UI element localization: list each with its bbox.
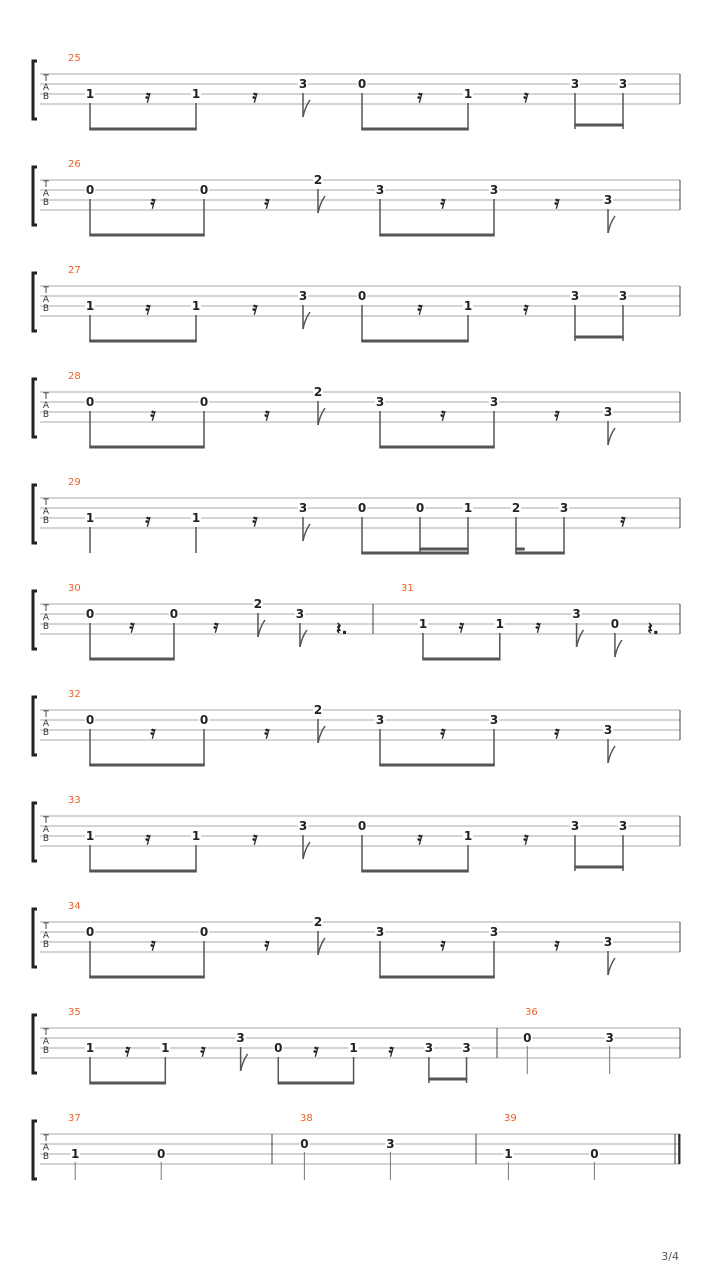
fret-number: 3 <box>603 193 613 207</box>
fret-number: 0 <box>357 819 367 833</box>
tab-clef-letter: T <box>43 1028 49 1038</box>
tab-clef-letter: B <box>42 198 50 208</box>
fret-number: 3 <box>618 77 628 91</box>
tab-clef-letter: T <box>43 498 49 508</box>
sixteenth-rest: 𝄿 <box>252 511 258 531</box>
fret-number: 3 <box>298 77 308 91</box>
tab-clef-letter: A <box>42 1143 50 1153</box>
beam <box>574 866 624 869</box>
fret-number: 0 <box>415 501 425 515</box>
beam <box>428 1078 467 1081</box>
tab-clef-letter: A <box>42 719 50 729</box>
fret-number: 3 <box>559 501 569 515</box>
beam <box>574 124 624 127</box>
beam <box>361 340 469 343</box>
sixteenth-rest: 𝄿 <box>264 193 270 213</box>
sixteenth-rest: 𝄿 <box>264 405 270 425</box>
sixteenth-rest: 𝄿 <box>440 193 446 213</box>
fret-number: 1 <box>495 617 504 631</box>
sixteenth-rest: 𝄿 <box>145 829 151 849</box>
sixteenth-rest: 𝄿 <box>145 87 151 107</box>
fret-number: 0 <box>85 607 95 621</box>
measure-number: 32 <box>68 689 81 700</box>
fret-number: 1 <box>71 1147 80 1161</box>
fret-number: 0 <box>85 925 95 939</box>
measure-number: 31 <box>401 583 414 594</box>
sixteenth-rest: 𝄿 <box>145 299 151 319</box>
fret-number: 3 <box>462 1041 471 1055</box>
fret-number: 1 <box>463 829 473 843</box>
beam <box>278 1082 355 1085</box>
fret-number: 0 <box>85 395 95 409</box>
fret-number: 1 <box>349 1041 358 1055</box>
sixteenth-rest: 𝄿 <box>620 511 626 531</box>
sixteenth-rest: 𝄿 <box>150 193 156 213</box>
beam <box>89 340 197 343</box>
note-flag <box>608 428 615 445</box>
tab-clef-letter: T <box>43 1134 49 1144</box>
fret-number: 1 <box>463 501 473 515</box>
fret-number: 0 <box>157 1147 166 1161</box>
fret-number: 0 <box>357 77 367 91</box>
tab-clef-letter: B <box>42 304 50 314</box>
system-bracket <box>33 61 37 119</box>
note-flag <box>577 630 584 647</box>
fret-number: 3 <box>424 1041 434 1055</box>
tab-clef-letter: A <box>42 1037 50 1047</box>
fret-number: 1 <box>191 299 201 313</box>
sixteenth-rest: 𝄿 <box>129 617 135 637</box>
measure-number: 36 <box>525 1007 538 1018</box>
fret-number: 1 <box>463 87 473 101</box>
fret-number: 3 <box>570 289 580 303</box>
beam <box>515 552 565 555</box>
note-flag <box>300 630 307 647</box>
fret-number: 2 <box>313 915 323 929</box>
sixteenth-rest: 𝄿 <box>417 299 423 319</box>
tab-clef-letter: B <box>42 410 50 420</box>
system-bracket <box>33 909 37 967</box>
sixteenth-rest: 𝄿 <box>264 935 270 955</box>
fret-number: 3 <box>375 713 385 727</box>
fret-number: 1 <box>418 617 428 631</box>
tab-clef-letter: B <box>42 940 50 950</box>
fret-number: 1 <box>85 1041 95 1055</box>
beam <box>89 128 197 131</box>
tab-clef-letter: B <box>42 834 50 844</box>
sixteenth-rest: 𝄿 <box>523 299 529 319</box>
note-flag <box>303 312 310 329</box>
beam <box>379 764 495 767</box>
tab-clef-letter: T <box>43 604 49 614</box>
tab-clef-letter: T <box>43 922 49 932</box>
tab-clef-letter: A <box>42 613 50 623</box>
fret-number: 3 <box>386 1137 395 1151</box>
fret-number: 1 <box>504 1147 513 1161</box>
beam <box>89 658 174 661</box>
fret-number: 3 <box>298 819 308 833</box>
fret-number: 3 <box>570 77 580 91</box>
fret-number: 0 <box>523 1031 532 1045</box>
sixteenth-rest: 𝄿 <box>252 829 258 849</box>
beam <box>379 976 495 979</box>
measure-number: 34 <box>68 901 81 912</box>
beam <box>574 336 624 339</box>
fret-number: 0 <box>169 607 179 621</box>
fret-number: 2 <box>511 501 521 515</box>
sixteenth-rest: 𝄿 <box>313 1041 319 1061</box>
sixteenth-rest: 𝄿 <box>252 299 258 319</box>
beam <box>422 658 500 661</box>
fret-number: 3 <box>295 607 305 621</box>
fret-number: 3 <box>489 925 499 939</box>
beam <box>361 870 469 873</box>
measure-number: 28 <box>68 371 81 382</box>
tab-clef-letter: B <box>42 622 50 632</box>
fret-number: 3 <box>603 405 613 419</box>
system-bracket <box>33 803 37 861</box>
fret-number: 0 <box>199 395 209 409</box>
measure-number: 29 <box>68 477 81 488</box>
sixteenth-rest: 𝄿 <box>554 723 560 743</box>
measure-number: 33 <box>68 795 81 806</box>
beam <box>89 764 205 767</box>
note-flag <box>608 746 615 763</box>
note-flag <box>303 524 310 541</box>
sixteenth-rest: 𝄿 <box>264 723 270 743</box>
measure-number: 30 <box>68 583 81 594</box>
fret-number: 2 <box>313 173 323 187</box>
sixteenth-rest: 𝄿 <box>523 829 529 849</box>
beam <box>379 234 495 237</box>
quarter-rest: 𝄽. <box>336 619 348 639</box>
fret-number: 3 <box>489 395 499 409</box>
beam <box>515 548 525 551</box>
measure-number: 35 <box>68 1007 81 1018</box>
fret-number: 3 <box>375 925 385 939</box>
fret-number: 3 <box>298 289 308 303</box>
tab-clef-letter: B <box>42 1046 50 1056</box>
fret-number: 1 <box>85 829 95 843</box>
beam <box>89 234 205 237</box>
note-flag <box>608 216 615 233</box>
fret-number: 3 <box>489 713 499 727</box>
fret-number: 3 <box>605 1031 614 1045</box>
fret-number: 1 <box>191 87 201 101</box>
fret-number: 1 <box>191 829 201 843</box>
system-bracket <box>33 1121 37 1179</box>
page-number: 3/4 <box>661 1250 679 1263</box>
tab-clef-letter: T <box>43 286 49 296</box>
sixteenth-rest: 𝄿 <box>440 723 446 743</box>
measure-number: 37 <box>68 1113 81 1124</box>
system-bracket <box>33 379 37 437</box>
fret-number: 3 <box>375 183 385 197</box>
tab-clef-letter: T <box>43 816 49 826</box>
fret-number: 1 <box>161 1041 170 1055</box>
fret-number: 2 <box>313 703 323 717</box>
fret-number: 0 <box>199 183 209 197</box>
sixteenth-rest: 𝄿 <box>388 1041 394 1061</box>
sixteenth-rest: 𝄿 <box>417 87 423 107</box>
fret-number: 3 <box>489 183 499 197</box>
sixteenth-rest: 𝄿 <box>523 87 529 107</box>
sixteenth-rest: 𝄿 <box>458 617 464 637</box>
sixteenth-rest: 𝄿 <box>554 935 560 955</box>
fret-number: 1 <box>85 511 95 525</box>
note-flag <box>615 640 622 657</box>
sixteenth-rest: 𝄿 <box>535 617 541 637</box>
tab-clef-letter: T <box>43 180 49 190</box>
beam <box>89 870 197 873</box>
fret-number: 1 <box>463 299 473 313</box>
tab-clef-letter: B <box>42 92 50 102</box>
fret-number: 3 <box>603 935 613 949</box>
system-bracket <box>33 273 37 331</box>
measure-number: 38 <box>300 1113 313 1124</box>
fret-number: 3 <box>618 819 628 833</box>
fret-number: 3 <box>618 289 628 303</box>
note-flag <box>608 958 615 975</box>
sixteenth-rest: 𝄿 <box>417 829 423 849</box>
fret-number: 0 <box>357 289 367 303</box>
sixteenth-rest: 𝄿 <box>125 1041 131 1061</box>
fret-number: 1 <box>85 87 95 101</box>
tab-clef-letter: B <box>42 1152 50 1162</box>
sixteenth-rest: 𝄿 <box>145 511 151 531</box>
note-flag <box>241 1054 248 1071</box>
fret-number: 0 <box>85 183 95 197</box>
beam <box>419 548 469 551</box>
tab-clef-letter: A <box>42 83 50 93</box>
fret-number: 3 <box>570 819 580 833</box>
fret-number: 1 <box>191 511 201 525</box>
fret-number: 3 <box>572 607 581 621</box>
measure-number: 26 <box>68 159 81 170</box>
tab-clef-letter: A <box>42 507 50 517</box>
fret-number: 3 <box>236 1031 245 1045</box>
note-flag <box>303 842 310 859</box>
system-bracket <box>33 591 37 649</box>
beam <box>89 976 205 979</box>
fret-number: 0 <box>199 925 209 939</box>
sixteenth-rest: 𝄿 <box>150 723 156 743</box>
fret-number: 3 <box>603 723 613 737</box>
measure-number: 39 <box>504 1113 517 1124</box>
fret-number: 2 <box>313 385 323 399</box>
tab-clef-letter: T <box>43 392 49 402</box>
sixteenth-rest: 𝄿 <box>213 617 219 637</box>
tab-clef-letter: A <box>42 189 50 199</box>
tab-clef-letter: A <box>42 931 50 941</box>
fret-number: 0 <box>590 1147 599 1161</box>
fret-number: 0 <box>300 1137 309 1151</box>
sixteenth-rest: 𝄿 <box>150 405 156 425</box>
beam <box>361 552 469 555</box>
fret-number: 0 <box>199 713 209 727</box>
quarter-rest: 𝄽. <box>647 619 660 639</box>
tab-clef-letter: A <box>42 295 50 305</box>
sixteenth-rest: 𝄿 <box>200 1041 206 1061</box>
sixteenth-rest: 𝄿 <box>252 87 258 107</box>
note-flag <box>303 100 310 117</box>
sixteenth-rest: 𝄿 <box>554 193 560 213</box>
tab-clef-letter: T <box>43 710 49 720</box>
system-bracket <box>33 1015 37 1073</box>
tab-clef-letter: A <box>42 825 50 835</box>
beam <box>89 1082 166 1085</box>
tab-clef-letter: A <box>42 401 50 411</box>
beam <box>379 446 495 449</box>
fret-number: 0 <box>610 617 620 631</box>
system-bracket <box>33 167 37 225</box>
system-bracket <box>33 697 37 755</box>
fret-number: 0 <box>357 501 367 515</box>
sixteenth-rest: 𝄿 <box>440 405 446 425</box>
beam <box>361 128 469 131</box>
fret-number: 3 <box>375 395 385 409</box>
fret-number: 3 <box>298 501 308 515</box>
measure-number: 27 <box>68 265 81 276</box>
tab-clef-letter: B <box>42 728 50 738</box>
system-bracket <box>33 485 37 543</box>
beam <box>89 446 205 449</box>
fret-number: 0 <box>274 1041 283 1055</box>
sixteenth-rest: 𝄿 <box>150 935 156 955</box>
fret-number: 0 <box>85 713 95 727</box>
sixteenth-rest: 𝄿 <box>554 405 560 425</box>
sixteenth-rest: 𝄿 <box>440 935 446 955</box>
fret-number: 2 <box>253 597 263 611</box>
tab-clef-letter: B <box>42 516 50 526</box>
measure-number: 25 <box>68 53 81 64</box>
tab-clef-letter: T <box>43 74 49 84</box>
fret-number: 1 <box>85 299 95 313</box>
